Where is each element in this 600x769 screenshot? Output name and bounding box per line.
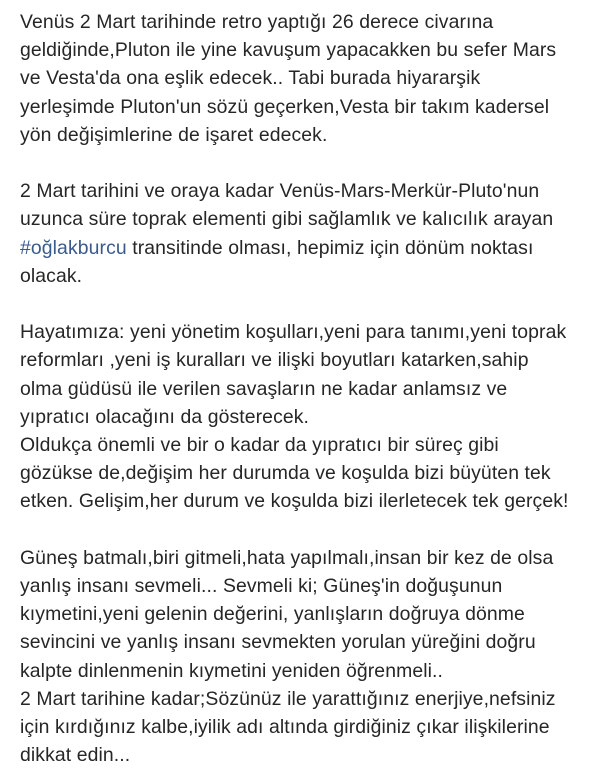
- text-line: Oldukça önemli ve bir o kadar da yıpratıcı bir süreç gibi: [20, 434, 499, 457]
- text-line: yön değişimlerine de işaret edecek.: [20, 123, 328, 146]
- paragraph-venus-retro: [20, 8, 582, 149]
- text-line: 2 Mart tarihine kadar;Sözünüz ile yarattığınız enerjiye,nefsiniz: [20, 687, 556, 710]
- text-line: 2 Mart tarihini ve oraya kadar Venüs-Mars-Merkür-Pluto'nun: [20, 180, 540, 203]
- text-line: Hayatımıza: yeni yönetim koşulları,yeni para tanımı,yeni toprak: [20, 321, 567, 344]
- text-line: yerleşimde Pluton'un sözü geçerken,Vesta bir takım kadersel: [20, 95, 550, 118]
- text-line: ve Vesta'da ona eşlik edecek.. Tabi burada hiyararşik: [20, 67, 481, 90]
- text-line: kalpte dinlenmenin kıymetini yeniden öğrenmeli..: [20, 659, 444, 682]
- hashtag-link[interactable]: #oğlakburcu: [20, 236, 127, 259]
- text-line: reformları ,yeni iş kuralları ve ilişki boyutları katarken,sahip: [20, 349, 529, 372]
- text-line: Güneş batmalı,biri gitmeli,hata yapılmalı,insan bir kez de olsa: [20, 546, 554, 569]
- text-line: kıymetini,yeni gelenin değerini, yanlışların doğruya dönme: [20, 603, 525, 626]
- paragraph-spacer: [20, 149, 582, 177]
- text-line: Venüs 2 Mart tarihinde retro yaptığı 26 derece civarına: [20, 11, 494, 33]
- text-line-with-hashtag: [20, 234, 582, 262]
- text-fragment: transitinde olması, hepimiz için dönüm noktası: [126, 236, 534, 259]
- text-line: uzunca süre toprak elementi gibi sağlamlık ve kalıcılık arayan: [20, 208, 554, 231]
- paragraph-capricorn-transit: [20, 177, 582, 290]
- text-line: yanlış insanı sevmeli... Sevmeli ki; Güneş'in doğuşunun: [20, 575, 503, 598]
- paragraph-life-changes: [20, 318, 582, 515]
- text-line: gözükse de,değişim her durumda ve koşulda bizi büyüten tek: [20, 462, 551, 485]
- paragraph-sunset: [20, 544, 582, 769]
- text-line: olma güdüsü ile verilen savaşların ne kadar anlamsız ve: [20, 377, 508, 400]
- text-line: sevincini ve yanlış insanı sevmekten yorulan yüreğini doğru: [20, 631, 536, 654]
- text-line: yıpratıcı olacağını da gösterecek.: [20, 405, 310, 428]
- paragraph-spacer: [20, 516, 582, 544]
- text-line: etken. Gelişim,her durum ve koşulda bizi ilerletecek tek gerçek!: [20, 490, 569, 513]
- text-line: için kırdığınız kalbe,iyilik adı altında girdiğiniz çıkar ilişkilerine: [20, 716, 550, 739]
- text-line: olacak.: [20, 264, 83, 287]
- text-line: dikkat edin...: [20, 744, 131, 767]
- text-line: geldiğinde,Pluton ile yine kavuşum yapacakken bu sefer Mars: [20, 39, 557, 62]
- paragraph-spacer: [20, 290, 582, 318]
